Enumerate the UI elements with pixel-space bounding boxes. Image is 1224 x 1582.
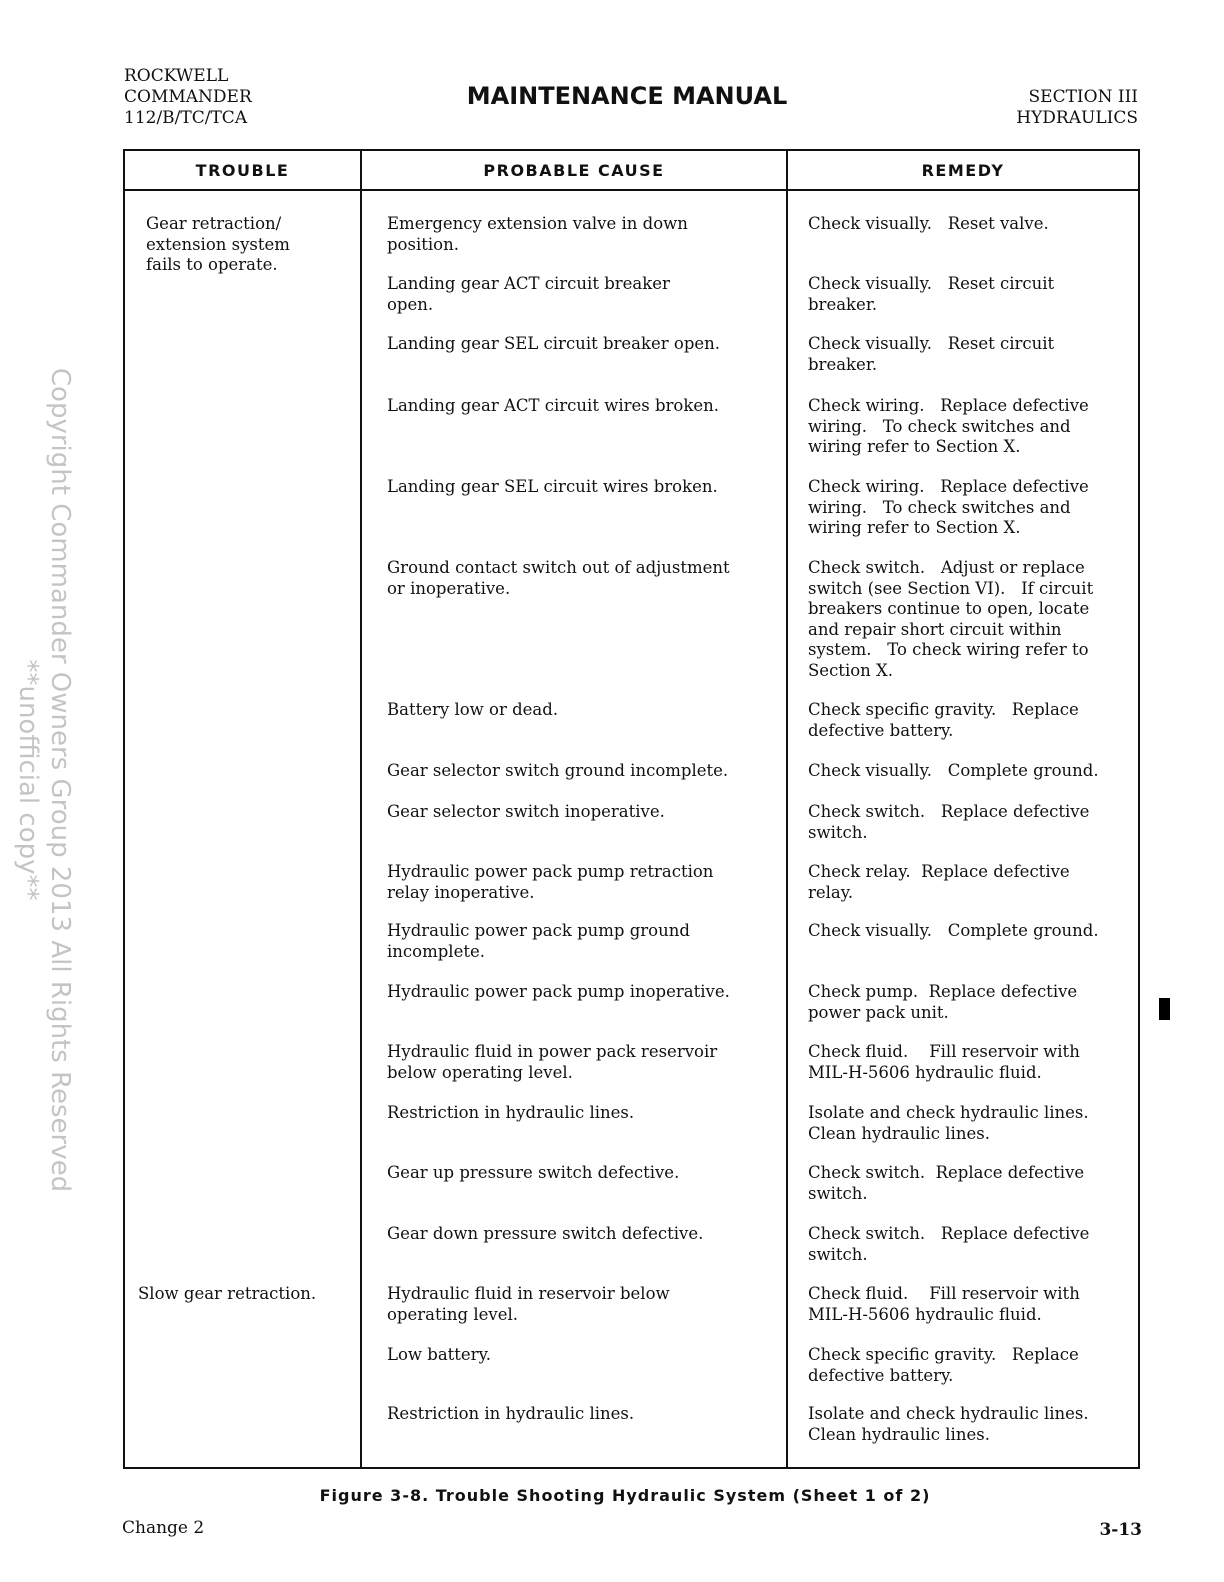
remedy-cell [808,1224,1089,1265]
header-right-line: HYDRAULICS [1016,108,1138,128]
header-right-line: SECTION III [1028,87,1138,107]
remedy-line: Section X. [808,660,894,680]
probable-cause-cell [387,1404,634,1425]
probable-cause-line: Hydraulic power pack pump inoperative. [387,982,730,1001]
remedy-line: Check wiring. Replace defective [808,477,1089,496]
probable-cause-cell [387,761,728,782]
remedy-line: wiring. To check switches and [808,497,1071,517]
probable-cause-cell [387,558,730,599]
remedy-line: system. To check wiring refer to [808,640,1089,659]
trouble-line: Gear retraction/ [146,214,282,233]
probable-cause-line: Gear selector switch inoperative. [387,802,665,821]
remedy-line: defective battery. [808,1365,954,1385]
remedy-cell [808,334,1054,375]
remedy-line: Check visually. Reset circuit [808,334,1055,353]
remedy-line: wiring refer to Section X. [808,518,1021,537]
page-number: 3-13 [1099,1520,1142,1540]
remedy-cell [808,396,1089,458]
remedy-cell [808,1345,1079,1386]
remedy-line: Clean hydraulic lines. [808,1424,990,1444]
change-bar [1159,998,1170,1020]
trouble-line: extension system [146,234,290,254]
probable-cause-cell [387,802,665,823]
watermark-line: **unofficial copy** [13,659,43,901]
remedy-cell [808,1404,1089,1445]
remedy-line: switch (see Section VI). If circuit [808,578,1094,598]
remedy-line: Check visually. Complete ground. [808,921,1099,940]
remedy-line: switch. [808,822,868,842]
probable-cause-cell [387,921,690,962]
probable-cause-cell [387,1163,679,1184]
remedy-cell [808,1284,1080,1325]
header-aircraft-model [124,66,252,129]
remedy-line: MIL-H-5606 hydraulic fluid. [808,1062,1042,1082]
remedy-cell [808,982,1077,1023]
trouble-entry [138,1284,316,1305]
trouble-entry [146,214,290,276]
header-left-line: ROCKWELL [124,66,229,86]
probable-cause-cell [387,700,558,721]
trouble-line: fails to operate. [146,255,278,274]
probable-cause-cell [387,396,719,417]
probable-cause-cell [387,982,730,1003]
probable-cause-line: Hydraulic power pack pump retraction [387,862,714,881]
probable-cause-line: Landing gear ACT circuit breaker [387,274,670,293]
probable-cause-line: Low battery. [387,1345,491,1364]
probable-cause-line: Restriction in hydraulic lines. [387,1103,635,1122]
remedy-cell [808,921,1099,942]
remedy-cell [808,558,1093,681]
remedy-line: Check specific gravity. Replace [808,700,1079,719]
remedy-line: Check fluid. Fill reservoir with [808,1042,1080,1061]
probable-cause-line: below operating level. [387,1062,573,1082]
probable-cause-line: Hydraulic power pack pump ground [387,921,690,940]
remedy-line: relay. [808,882,854,902]
remedy-line: wiring refer to Section X. [808,437,1021,456]
change-number: Change 2 [122,1518,205,1538]
header-left-line: 112/B/TC/TCA [124,108,248,128]
probable-cause-line: operating level. [387,1304,518,1324]
header-left-line: COMMANDER [124,87,252,107]
header-divider [125,189,1138,191]
probable-cause-cell [387,274,670,315]
probable-cause-line: Landing gear SEL circuit breaker open. [387,334,721,353]
remedy-line: Check visually. Reset circuit [808,274,1055,293]
remedy-cell [808,477,1089,539]
probable-cause-line: position. [387,234,459,254]
watermark-line: Copyright Commander Owners Group 2013 All Rights Reserved [45,367,75,1193]
probable-cause-line: Gear up pressure switch defective. [387,1163,680,1182]
remedy-line: MIL-H-5606 hydraulic fluid. [808,1304,1042,1324]
probable-cause-line: or inoperative. [387,578,511,598]
remedy-line: and repair short circuit within [808,619,1062,639]
remedy-cell [808,862,1070,903]
remedy-cell [808,1163,1084,1204]
remedy-line: wiring. To check switches and [808,416,1071,436]
probable-cause-line: Restriction in hydraulic lines. [387,1404,635,1423]
column-divider [360,151,362,1467]
probable-cause-line: Hydraulic fluid in reservoir below [387,1284,670,1303]
remedy-cell [808,700,1079,741]
remedy-line: Check visually. Complete ground. [808,761,1099,780]
remedy-line: Check relay. Replace defective [808,862,1070,881]
remedy-line: Check specific gravity. Replace [808,1345,1079,1364]
header-section [1016,87,1138,129]
remedy-line: breaker. [808,354,878,374]
column-header-trouble: TROUBLE [195,161,290,180]
probable-cause-cell [387,334,720,355]
remedy-line: Check switch. Adjust or replace [808,558,1085,577]
remedy-line: breaker. [808,294,878,314]
remedy-line: Check wiring. Replace defective [808,396,1089,415]
probable-cause-cell [387,1345,491,1366]
remedy-line: Check visually. Reset valve. [808,214,1049,233]
column-divider [786,151,788,1467]
column-header-probable-cause: PROBABLE CAUSE [483,161,665,180]
page-title: MAINTENANCE MANUAL [466,82,788,110]
probable-cause-cell [387,214,688,255]
probable-cause-cell [387,477,718,498]
probable-cause-line: Landing gear SEL circuit wires broken. [387,477,718,496]
remedy-cell [808,761,1099,782]
remedy-cell [808,1042,1080,1083]
remedy-line: power pack unit. [808,1002,949,1022]
remedy-line: switch. [808,1244,868,1264]
remedy-cell [808,274,1054,315]
remedy-line: Isolate and check hydraulic lines. [808,1404,1089,1423]
probable-cause-line: Ground contact switch out of adjustment [387,558,730,577]
remedy-line: Check switch. Replace defective [808,802,1090,821]
probable-cause-cell [387,1042,717,1083]
probable-cause-line: Emergency extension valve in down [387,214,688,233]
figure-caption: Figure 3-8. Trouble Shooting Hydraulic System (Sheet 1 of 2) [319,1486,931,1505]
remedy-line: switch. [808,1183,868,1203]
probable-cause-line: open. [387,294,434,314]
probable-cause-cell [387,1103,634,1124]
remedy-cell [808,1103,1089,1144]
remedy-cell [808,214,1049,235]
remedy-line: Isolate and check hydraulic lines. [808,1103,1089,1122]
probable-cause-line: incomplete. [387,941,485,961]
remedy-line: breakers continue to open, locate [808,599,1090,618]
remedy-line: Check switch. Replace defective [808,1224,1090,1243]
probable-cause-line: Hydraulic fluid in power pack reservoir [387,1042,718,1061]
remedy-cell [808,802,1089,843]
remedy-line: defective battery. [808,720,954,740]
column-header-remedy: REMEDY [921,161,1005,180]
trouble-line: Slow gear retraction. [138,1284,317,1303]
probable-cause-line: Gear down pressure switch defective. [387,1224,704,1243]
remedy-line: Check pump. Replace defective [808,982,1078,1001]
remedy-line: Check switch. Replace defective [808,1163,1085,1182]
probable-cause-line: relay inoperative. [387,882,535,902]
remedy-line: Check fluid. Fill reservoir with [808,1284,1080,1303]
probable-cause-cell [387,1284,670,1325]
probable-cause-cell [387,1224,703,1245]
probable-cause-line: Landing gear ACT circuit wires broken. [387,396,719,415]
probable-cause-cell [387,862,713,903]
remedy-line: Clean hydraulic lines. [808,1123,990,1143]
probable-cause-line: Gear selector switch ground incomplete. [387,761,729,780]
probable-cause-line: Battery low or dead. [387,700,559,719]
